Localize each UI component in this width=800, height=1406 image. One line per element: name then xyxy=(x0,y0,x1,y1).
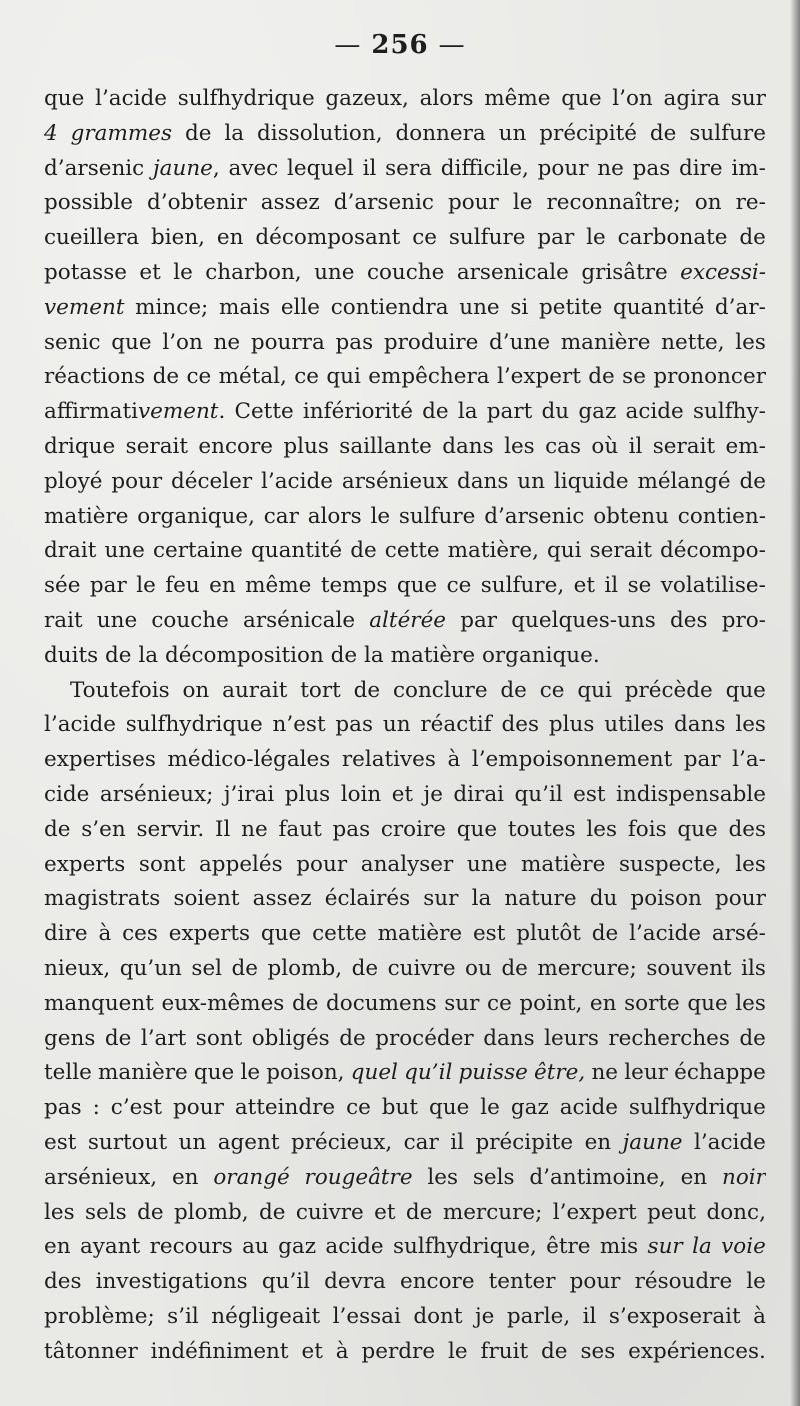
page-edge-shadow xyxy=(790,0,800,1406)
text-line: les sels de plomb, de cuivre et de mercure; l’expert peut donc, xyxy=(44,1199,766,1225)
text-line: cide arsénieux; j’irai plus loin et je dirai qu’il est indispensable xyxy=(44,781,766,807)
page-number: 256 xyxy=(371,30,429,60)
text-line: duits de la décomposition de la matière organique. xyxy=(44,642,600,668)
text-line: possible d’obtenir assez d’arsenic pour le reconnaître; on re- xyxy=(44,190,766,216)
text-line: problème; s’il négligeait l’essai dont je parle, il s’exposerait à xyxy=(44,1303,766,1329)
text-line: 4 grammes de la dissolution, donnera un précipité de sulfure xyxy=(44,120,766,146)
text-line: pas : c’est pour atteindre ce but que le gaz acide sulfhydrique xyxy=(44,1095,766,1121)
text-line: Toutefois on aurait tort de conclure de ce qui précède que xyxy=(70,677,766,703)
text-line: senic que l’on ne pourra pas produire d’une manière nette, les xyxy=(44,329,766,355)
body-text xyxy=(44,82,766,1369)
text-line: affirmativement. Cette infériorité de la part du gaz acide sulfhy- xyxy=(44,399,766,425)
text-line: matière organique, car alors le sulfure d’arsenic obtenu contien- xyxy=(44,503,766,529)
text-line: gens de l’art sont obligés de procéder dans leurs recherches de xyxy=(44,1025,766,1051)
text-line: tâtonner indéfiniment et à perdre le fruit de ses expériences. xyxy=(44,1338,766,1364)
text-line: nieux, qu’un sel de plomb, de cuivre ou de mercure; souvent ils xyxy=(44,955,766,981)
text-line: expertises médico-légales relatives à l’empoisonnement par l’a- xyxy=(44,747,766,773)
text-line: drique serait encore plus saillante dans les cas où il serait em- xyxy=(44,433,766,459)
text-line: experts sont appelés pour analyser une matière suspecte, les xyxy=(44,851,766,877)
text-line: réactions de ce métal, ce qui empêchera l’expert de se prononcer xyxy=(44,364,766,390)
text-line: arsénieux, en orangé rougeâtre les sels d’antimoine, en noir xyxy=(44,1164,766,1190)
text-line: vement mince; mais elle contiendra une si petite quantité d’ar- xyxy=(44,294,766,320)
text-line: de s’en servir. Il ne faut pas croire que toutes les fois que des xyxy=(44,816,766,842)
text-line: sée par le feu en même temps que ce sulfure, et il se volatilise- xyxy=(44,573,766,599)
text-line: ployé pour déceler l’acide arsénieux dans un liquide mélangé de xyxy=(44,468,766,494)
text-line: rait une couche arsénicale altérée par quelques-uns des pro- xyxy=(44,607,766,633)
header-dash-left: — xyxy=(334,30,362,60)
header-dash-right: — xyxy=(438,30,466,60)
text-line: manquent eux-mêmes de documens sur ce point, en sorte que les xyxy=(44,990,766,1016)
text-line: que l’acide sulfhydrique gazeux, alors même que l’on agira sur xyxy=(44,86,766,111)
text-line: drait une certaine quantité de cette matière, qui serait décompo- xyxy=(44,538,766,564)
text-line: des investigations qu’il devra encore tenter pour résoudre le xyxy=(44,1269,766,1295)
text-line: potasse et le charbon, une couche arsenicale grisâtre excessi- xyxy=(44,259,766,285)
page-header xyxy=(0,30,800,60)
text-line: dire à ces experts que cette matière est plutôt de l’acide arsé- xyxy=(44,921,766,947)
text-line: en ayant recours au gaz acide sulfhydrique, être mis sur la voie xyxy=(44,1234,766,1260)
text-line: cueillera bien, en décomposant ce sulfure par le carbonate de xyxy=(44,225,766,251)
text-line: est surtout un agent précieux, car il précipite en jaune l’acide xyxy=(44,1129,766,1155)
text-line: telle manière que le poison, quel qu’il puisse être, ne leur échappe xyxy=(44,1060,766,1086)
text-line: l’acide sulfhydrique n’est pas un réactif des plus utiles dans les xyxy=(44,712,766,738)
text-line: d’arsenic jaune, avec lequel il sera difficile, pour ne pas dire im- xyxy=(44,155,766,181)
text-line: magistrats soient assez éclairés sur la nature du poison pour xyxy=(44,886,766,912)
